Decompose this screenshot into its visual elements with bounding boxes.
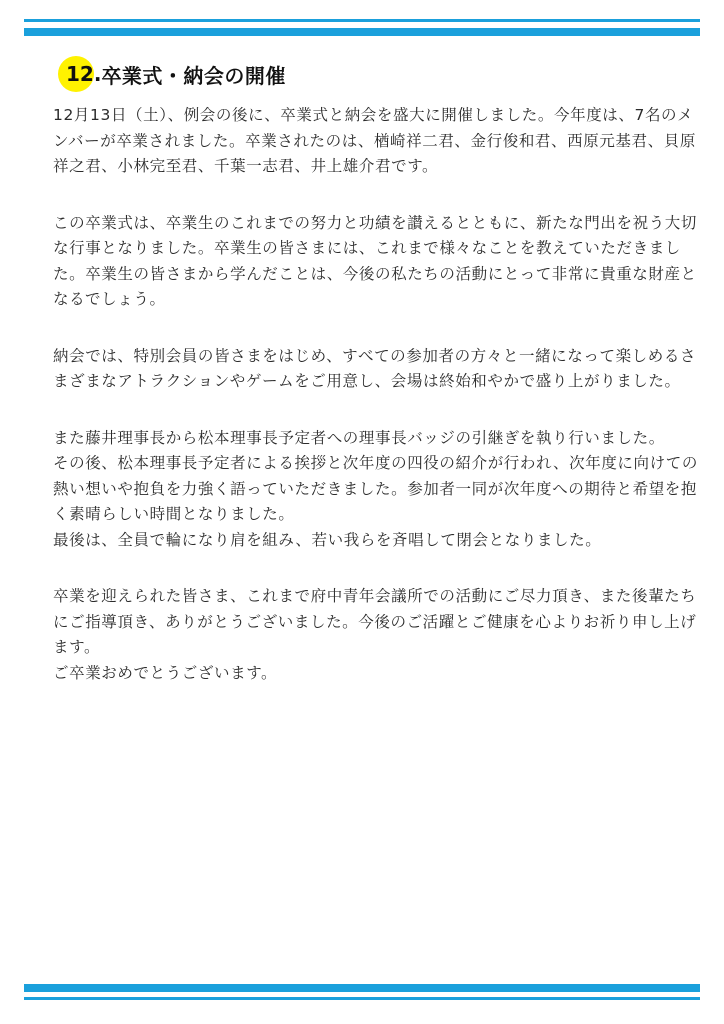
section-number-badge: 12.: [58, 56, 101, 92]
section-title: 卒業式・納会の開催: [101, 63, 286, 88]
paragraph-thanks: 卒業を迎えられた皆さま、これまで府中青年会議所での活動にご尽力頂き、また後輩たちにご指導頂き、ありがとうございました。今後のご活躍とご健康を心よりお祈り申し上げます。: [53, 587, 697, 656]
paragraph-gap: [53, 313, 703, 344]
top-rule-thin: [24, 19, 700, 22]
section-heading: [58, 56, 286, 92]
paragraph-badge-handover: また藤井理事長から松本理事長予定者への理事長バッジの引継ぎを執り行いました。: [53, 428, 665, 447]
top-rule-thick: [24, 28, 700, 36]
paragraph-ceremony: この卒業式は、卒業生のこれまでの努力と功績を讃えるとともに、新たな門出を祝う大切な行事となりました。卒業生の皆さまには、これまで様々なことを教えていただきました。卒業生の皆さまから学んだことは、今後の私たちの活動にとって非常に貴重な財産となるでしょう。: [53, 213, 698, 308]
paragraph-gap: [53, 180, 703, 211]
paragraph-intro: 12月13日（土）、例会の後に、卒業式と納会を盛大に開催しました。今年度は、7名のメンバーが卒業されました。卒業されたのは、楢崎祥二君、金行俊和君、西原元基君、貝原祥之君、小林完至君、千葉一志君、井上雄介君です。: [53, 106, 696, 175]
paragraph-party: 納会では、特別会員の皆さまをはじめ、すべての参加者の方々と一緒になって楽しめるさまざまなアトラクションやゲームをご用意し、会場は終始和やかで盛り上がりました。: [53, 346, 697, 390]
paragraph-greeting: その後、松本理事長予定者による挨拶と次年度の四役の紹介が行われ、次年度に向けての熱い想いや抱負を力強く語っていただきました。参加者一同が次年度への期待と希望を抱く素晴らしい時間となりました。: [53, 454, 698, 523]
paragraph-closing: 最後は、全員で輪になり肩を組み、若い我らを斉唱して閉会となりました。: [53, 530, 602, 549]
paragraph-gap: [53, 553, 703, 584]
bottom-rule-thick: [24, 984, 700, 992]
article-body: [53, 103, 703, 686]
paragraph-gap: [53, 395, 703, 426]
bottom-rule-thin: [24, 997, 700, 1000]
paragraph-congrats: ご卒業おめでとうございます。: [53, 663, 278, 682]
